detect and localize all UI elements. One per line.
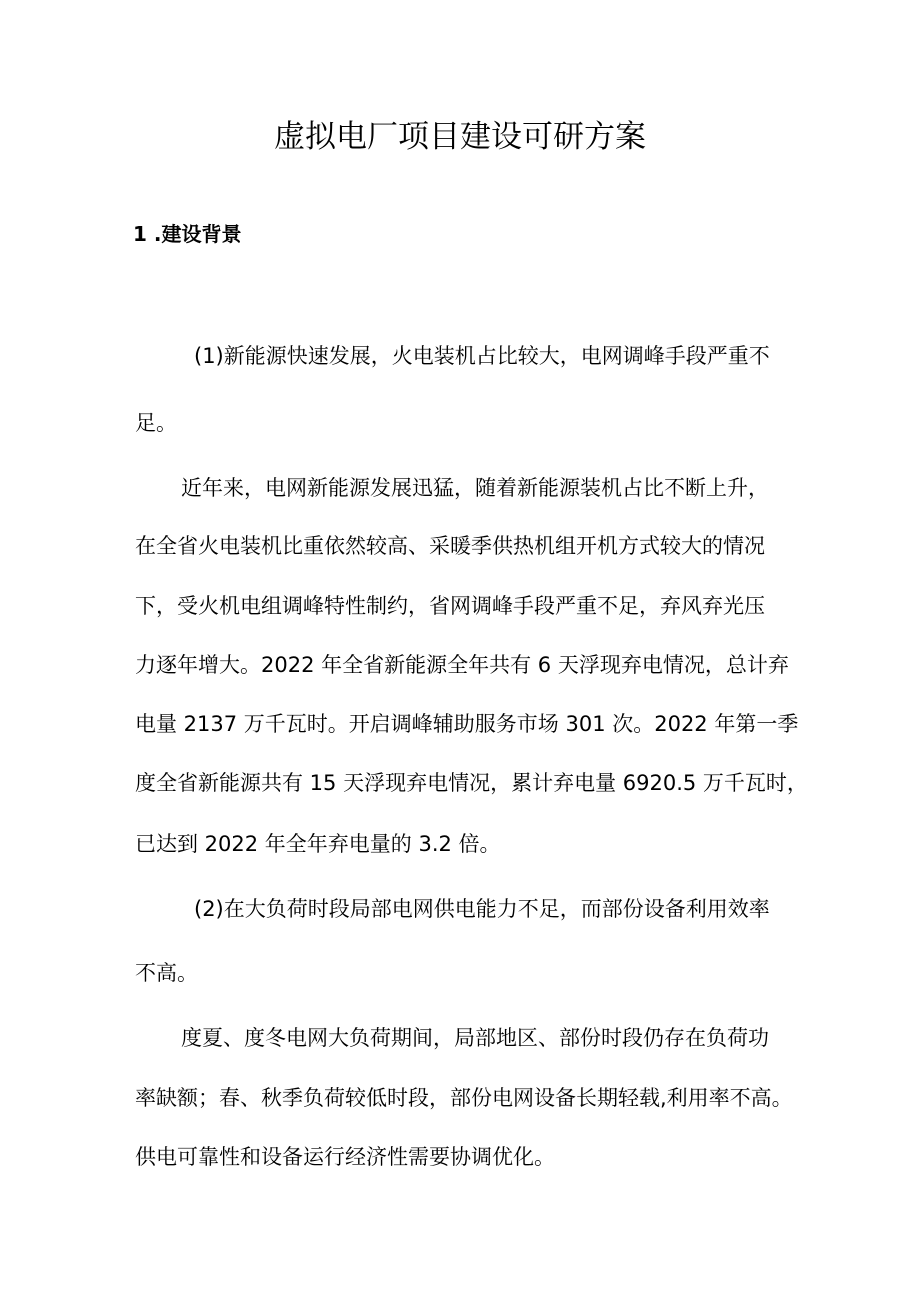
paragraph-line: (2)在大负荷时段局部电网供电能力不足，而部份设备利用效率 (194, 897, 770, 921)
document-title: 虚拟电厂项目建设可研方案 (274, 119, 646, 155)
section-heading: 1 .建设背景 (133, 222, 242, 246)
paragraph-line: 已达到 2022 年全年弃电量的 3.2 倍。 (135, 832, 501, 856)
paragraph-line: 力逐年增大。2022 年全省新能源全年共有 6 天浮现弃电情况，总计弃 (135, 653, 789, 677)
paragraph-line: 在全省火电装机比重依然较高、采暖季供热机组开机方式较大的情况 (135, 534, 765, 558)
paragraph-line: 近年来，电网新能源发展迅猛，随着新能源装机占比不断上升， (181, 476, 769, 500)
paragraph-line: 下，受火机电组调峰特性制约，省网调峰手段严重不足，弃风弃光压 (135, 594, 765, 618)
paragraph-line: 率缺额；春、秋季负荷较低时段，部份电网设备长期轻载,利用率不高。 (135, 1086, 793, 1110)
paragraph-line: 度全省新能源共有 15 天浮现弃电情况，累计弃电量 6920.5 万千瓦时， (135, 771, 808, 795)
paragraph-line: 电量 2137 万千瓦时。开启调峰辅助服务市场 301 次。2022 年第一季 (135, 712, 799, 736)
paragraph-line: 不高。 (135, 961, 198, 985)
paragraph-line: 供电可靠性和设备运行经济性需要协调优化。 (135, 1145, 555, 1169)
paragraph-line: 足。 (135, 411, 177, 435)
paragraph-line: (1)新能源快速发展，火电装机占比较大，电网调峰手段严重不 (194, 344, 770, 368)
paragraph-line: 度夏、度冬电网大负荷期间，局部地区、部份时段仍存在负荷功 (181, 1026, 769, 1050)
